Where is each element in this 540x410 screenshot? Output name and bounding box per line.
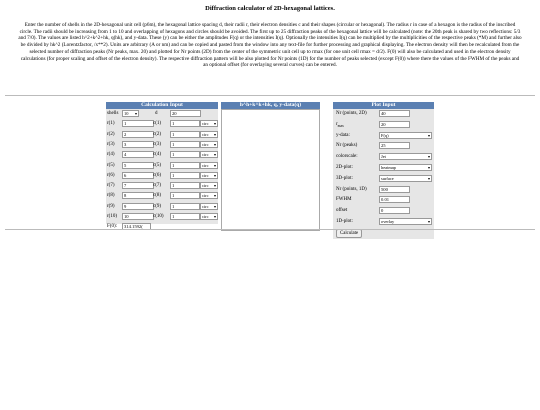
shape-select[interactable] [200, 151, 218, 158]
shape-select[interactable] [200, 172, 218, 179]
plot-input[interactable]: 500 [379, 186, 410, 193]
shells-select[interactable] [122, 110, 139, 117]
shape-select[interactable] [200, 141, 218, 148]
shells-value: 10 [124, 111, 129, 116]
c-label: c(2) [153, 131, 162, 137]
r-input[interactable]: 8 [122, 192, 154, 199]
c-label: c(5) [153, 162, 162, 168]
shells-label: shells [107, 111, 119, 116]
plot-select-value: heatmap [381, 165, 396, 170]
c-label: c(10) [153, 214, 164, 219]
chevron-down-icon: ▾ [134, 111, 137, 116]
plot-select[interactable] [379, 164, 432, 171]
plot-input-header: Plot Input [333, 102, 434, 109]
plot-select-value: Jet [381, 154, 386, 160]
r-input[interactable]: 10 [122, 213, 154, 220]
c-input[interactable]: 1 [170, 151, 200, 158]
f0-output[interactable]: 314.1592( [122, 223, 151, 230]
shape-value: circ [202, 183, 209, 189]
plot-input[interactable]: 0.01 [379, 196, 410, 203]
d-input[interactable]: 20 [170, 110, 201, 117]
plot-field-label [336, 122, 344, 128]
shape-select[interactable] [200, 120, 218, 127]
plot-field-label: Nr (peaks) [336, 143, 358, 149]
chevron-down-icon: ▾ [213, 141, 216, 147]
plot-input[interactable]: 40 [379, 110, 410, 117]
c-label: c(9) [153, 203, 162, 209]
bottom-divider [5, 229, 535, 230]
shape-value: circ [202, 214, 209, 219]
calculate-button[interactable]: Calculate [336, 229, 362, 238]
shape-select[interactable] [200, 162, 218, 169]
plot-field-label: 3D-plot: [336, 175, 353, 181]
c-label: c(3) [153, 141, 162, 147]
c-input[interactable]: 1 [170, 141, 200, 148]
r-input[interactable]: 4 [122, 151, 154, 158]
c-label: c(4) [153, 152, 162, 158]
calculation-input-panel [106, 102, 218, 230]
chevron-down-icon: ▾ [213, 193, 216, 199]
plot-field-label: 2D-plot: [336, 165, 353, 170]
plot-field-label: Nr (points, 1D) [336, 186, 367, 192]
r-label: r(6) [107, 172, 115, 178]
c-input[interactable]: 1 [170, 182, 200, 189]
r-label: r(8) [107, 193, 115, 199]
r-label: r(7) [107, 183, 115, 189]
r-label: r(10) [107, 214, 117, 219]
chevron-down-icon: ▾ [213, 162, 216, 168]
c-input[interactable]: 1 [170, 203, 200, 210]
plot-select[interactable] [379, 153, 432, 160]
r-input[interactable]: 3 [122, 141, 154, 148]
r-label: r(3) [107, 141, 115, 147]
plot-field-label: 1D-plot: [336, 219, 353, 224]
plot-field-label: y-data: [336, 132, 350, 138]
r-input[interactable]: 2 [122, 131, 154, 138]
shape-select[interactable] [200, 131, 218, 138]
r-label: r(9) [107, 203, 115, 209]
chevron-down-icon: ▾ [427, 165, 430, 170]
plot-select[interactable] [379, 218, 432, 225]
hkl-output-header: h^h+k^k+hk, q, y-data(q) [221, 102, 320, 109]
plot-field-label: Nr (points, 2D) [336, 111, 367, 116]
c-label: c(6) [153, 172, 162, 178]
c-input[interactable]: 1 [170, 192, 200, 199]
hkl-output-textarea[interactable] [221, 109, 320, 231]
c-input[interactable]: 1 [170, 162, 200, 169]
shape-select[interactable] [200, 203, 218, 210]
c-label: c(7) [153, 183, 162, 189]
chevron-down-icon: ▾ [213, 172, 216, 178]
shape-select[interactable] [200, 213, 218, 220]
plot-input[interactable]: 0 [379, 207, 410, 214]
plot-input-panel [333, 102, 434, 239]
plot-field-label-text: r [336, 121, 338, 127]
plot-select[interactable] [379, 132, 432, 139]
plot-select-value: overlay [381, 219, 395, 224]
chevron-down-icon: ▾ [427, 154, 430, 160]
c-input[interactable]: 1 [170, 120, 200, 127]
r-input[interactable]: 1 [122, 120, 154, 127]
chevron-down-icon: ▾ [427, 219, 430, 224]
plot-input[interactable]: 20 [379, 121, 410, 128]
d-label: d [155, 111, 158, 116]
hkl-output-panel [221, 102, 320, 231]
shape-value: circ [202, 203, 209, 209]
r-input[interactable]: 9 [122, 203, 154, 210]
c-label: c(1) [153, 121, 162, 127]
chevron-down-icon: ▾ [213, 121, 216, 127]
r-label: r(5) [107, 162, 115, 168]
c-input[interactable]: 1 [170, 213, 200, 220]
chevron-down-icon: ▾ [427, 132, 430, 138]
chevron-down-icon: ▾ [213, 152, 216, 158]
c-label: c(8) [153, 193, 162, 199]
shape-select[interactable] [200, 192, 218, 199]
plot-input[interactable]: 25 [379, 142, 410, 149]
c-input[interactable]: 1 [170, 131, 200, 138]
shape-value: circ [202, 131, 209, 137]
plot-field-label-sub: max [337, 123, 344, 128]
r-label: r(4) [107, 152, 115, 158]
r-input[interactable]: 7 [122, 182, 154, 189]
chevron-down-icon: ▾ [213, 203, 216, 209]
shape-value: circ [202, 141, 209, 147]
plot-field-label: offset [336, 208, 348, 214]
f0-label: F(0): [107, 224, 117, 230]
chevron-down-icon: ▾ [213, 131, 216, 137]
plot-select[interactable] [379, 175, 432, 182]
shape-value: circ [202, 162, 209, 168]
top-divider [5, 95, 535, 96]
shape-value: circ [202, 121, 209, 127]
c-input[interactable]: 1 [170, 172, 200, 179]
page-title: Diffraction calculator of 2D-hexagonal lattices. [205, 5, 335, 12]
chevron-down-icon: ▾ [213, 214, 216, 219]
shape-value: circ [202, 193, 209, 199]
page-description: Enter the number of shells in the 2D-hexagonal unit cell (p6m), the hexagonal lattice spacing d, their radii r, their electron densities c and their shapes (circular or hexagonal). The radius r in case of a hexagon is the radius of the inscribed circle. The radii should be increasing from 1 to 10 and overlapping of hexagons and circles should be avoided. The first up to 25 diffraction peaks of the hexagonal lattice will be calculated (note: the 20th peak is shared by two reflections: 5/3 and 7/0). The values are listed h^2+k^2+hk, q(hk), and y-data. These (y) can be either the amplitudes F(q) or the intensities I(q). Optionally the intensities I(q) can be multiplied by the multiplicities of the respective peaks (*M) and further also be divided by hk^2 (Lorentzfactor, /x**2). Units are arbitrary (A or nm) and can be copied and pasted from the window into any text-file for further processing and graphical displaying. The electron density will then be recalculated from the selected number of diffraction peaks (Nr peaks, max. 20) and plotted for Nr points (2D) from the center of the symmetric unit cell up to rmax (for one unit cell rmax = d/2). F(0) will also be calculated and used in the electron density calculations (for proper scaling and offset of the electron density). The respective diffraction pattern will be also plotted for Nr points (1D) for the number of peaks selected (except F(0)) where there the values of the FWHM of the peaks and an optional offset (for overlaying several curves) can be entered. [18, 22, 522, 69]
plot-field-label: colorscale: [336, 154, 358, 160]
shape-value: circ [202, 172, 209, 178]
shape-value: circ [202, 152, 209, 158]
calculation-input-header: Calculation Input [106, 102, 218, 109]
r-label: r(2) [107, 131, 115, 137]
r-input[interactable]: 5 [122, 162, 154, 169]
r-label: r(1) [107, 121, 115, 127]
plot-select-value: surface [381, 175, 394, 181]
r-input[interactable]: 6 [122, 172, 154, 179]
plot-field-label: FWHM [336, 197, 352, 203]
shape-select[interactable] [200, 182, 218, 189]
chevron-down-icon: ▾ [427, 175, 430, 181]
chevron-down-icon: ▾ [213, 183, 216, 189]
plot-select-value: F(q) [381, 132, 389, 138]
